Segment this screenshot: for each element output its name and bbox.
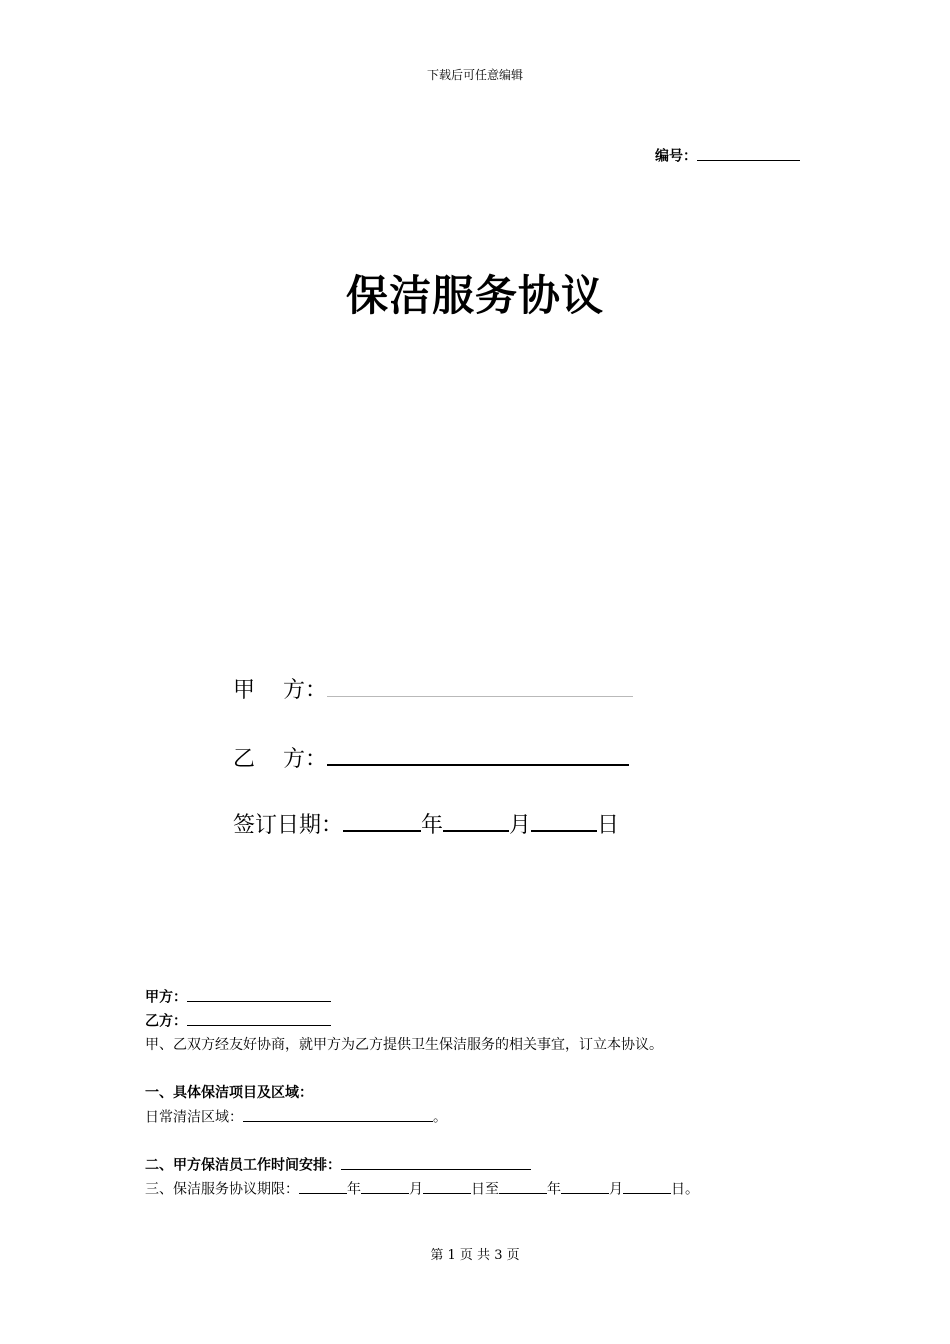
- footer-mid: 页 共: [459, 1248, 491, 1263]
- start-day-blank: [423, 1178, 471, 1194]
- end-day-blank: [623, 1178, 671, 1194]
- sign-day-label: 日: [597, 813, 620, 839]
- sign-year-label: 年: [421, 813, 444, 839]
- body-party-b: [145, 1010, 331, 1031]
- daily-area-line: [145, 1106, 447, 1127]
- work-time-blank: [341, 1154, 531, 1170]
- end-year-label: 年: [547, 1181, 561, 1198]
- page-footer: [0, 1244, 950, 1263]
- daily-area-label: 日常清洁区域：: [145, 1109, 243, 1126]
- sign-date-label: 签订日期：: [233, 813, 344, 839]
- section-3-label: 三、保洁服务协议期限：: [145, 1181, 299, 1198]
- body-party-a-label: 甲方：: [145, 989, 187, 1006]
- sign-day-blank: [531, 807, 597, 832]
- sign-month-blank: [443, 807, 509, 832]
- cover-party-b-blank: [327, 741, 629, 766]
- contract-number: [655, 145, 800, 166]
- footer-total-pages: 3: [494, 1248, 503, 1263]
- start-month-label: 月: [409, 1181, 423, 1198]
- start-day-label: 日至: [471, 1181, 499, 1198]
- contract-number-blank: [697, 145, 800, 161]
- start-year-blank: [299, 1178, 347, 1194]
- footer-prefix: 第: [430, 1248, 444, 1263]
- footer-current-page: 1: [447, 1248, 456, 1263]
- start-month-blank: [361, 1178, 409, 1194]
- end-month-blank: [561, 1178, 609, 1194]
- daily-area-blank: [243, 1106, 433, 1122]
- end-day-label: 日。: [671, 1181, 699, 1198]
- cover-party-b-label: 乙 方：: [233, 747, 327, 773]
- document-title: 保洁服务协议: [345, 271, 604, 320]
- end-year-blank: [499, 1178, 547, 1194]
- start-year-label: 年: [347, 1181, 361, 1198]
- contract-number-label: 编号：: [655, 148, 697, 165]
- body-party-a: [145, 986, 331, 1007]
- cover-party-a-blank: [327, 673, 633, 697]
- footer-suffix: 页: [506, 1248, 520, 1263]
- cover-sign-date: [233, 807, 619, 839]
- section-1-heading: 一、具体保洁项目及区域：: [145, 1085, 313, 1101]
- cover-party-b: [233, 741, 629, 773]
- header-note: 下载后可任意编辑: [426, 68, 523, 82]
- intro-paragraph: 甲、乙双方经友好协商，就甲方为乙方提供卫生保洁服务的相关事宜，订立本协议。: [145, 1037, 663, 1053]
- sign-month-label: 月: [509, 813, 532, 839]
- body-party-b-label: 乙方：: [145, 1013, 187, 1030]
- end-month-label: 月: [609, 1181, 623, 1198]
- body-party-a-blank: [187, 986, 331, 1002]
- daily-area-end: 。: [433, 1109, 447, 1126]
- section-2-line: [145, 1154, 531, 1175]
- cover-party-a-label: 甲 方：: [233, 678, 327, 704]
- section-3-line: [145, 1178, 699, 1199]
- cover-party-a: [233, 673, 633, 704]
- section-2-heading: 二、甲方保洁员工作时间安排：: [145, 1157, 341, 1174]
- body-party-b-blank: [187, 1010, 331, 1026]
- sign-year-blank: [343, 807, 421, 832]
